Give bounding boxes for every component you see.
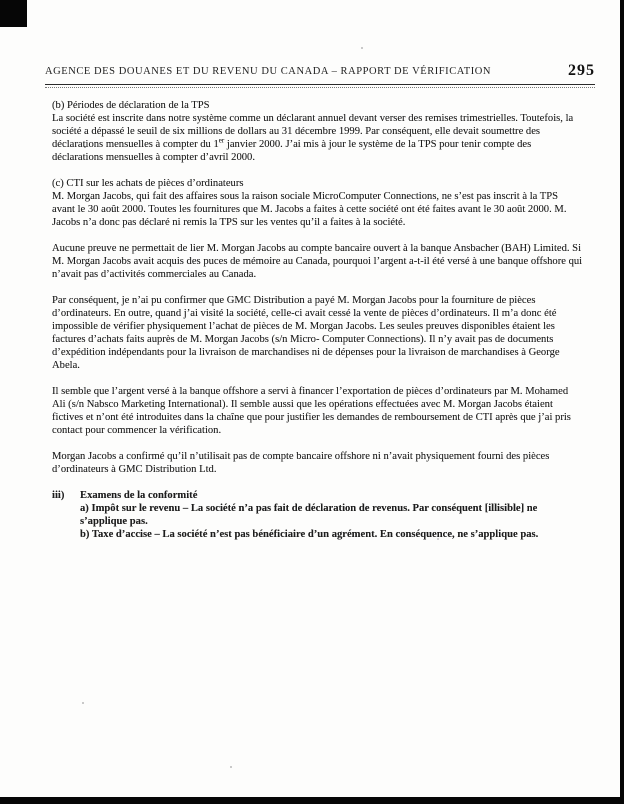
section-c-paragraph-3: Par conséquent, je n’ai pu confirmer que GMC Distribution a payé M. Morgan Jacobs pour la fourniture de pièces d’ordinateurs. En outre, quand j’ai visité la société, celle-ci avait cessé la vente de pièces d’ordinateurs. Il m’a donc été impossible de vérifier physiquement l’achat de pièces de M. Morgan Jacobs. Les seules preuves disponibles étaient les factures d’achats faits auprès de M. Morgan Jacobs (s/n Micro- Computer Connections). Il n’y avait pas de documents d’expédition indépendants pour la livraison de marchandises ni de dépenses pour la livraison de marchandises à George Abela. xyxy=(52,295,560,371)
section-b-heading: (b) Périodes de déclaration de la TPS xyxy=(52,100,210,111)
section-iii-item-b: b) Taxe d’accise – La société n’est pas bénéficiaire d’un agrément. En conséquence, ne s’applique pas. xyxy=(80,529,539,540)
header-title: AGENCE DES DOUANES ET DU REVENU DU CANADA – RAPPORT DE VÉRIFICATION xyxy=(45,66,492,77)
section-b-text-2: janvier 2000. J’ai mis à jour le système de la TPS pour tenir compte des déclarations mensuelles à compter d’avril 2000. xyxy=(52,139,532,163)
scan-artifact-bottom-edge xyxy=(0,797,624,804)
scan-artifact-top-left xyxy=(0,0,27,27)
section-iii xyxy=(52,489,583,541)
section-iii-items xyxy=(80,502,583,541)
section-b-superscript: er xyxy=(218,136,225,145)
header-rule-dotted xyxy=(45,87,595,88)
section-iii-heading: Examens de la conformité xyxy=(80,490,198,501)
page-header xyxy=(45,62,595,81)
section-iii-item-a: a) Impôt sur le revenu – La société n’a pas fait de déclaration de revenus. Par conséquent [illisible] ne s’applique pas. xyxy=(80,503,538,527)
section-c-heading: (c) CTI sur les achats de pièces d’ordinateurs xyxy=(52,178,244,189)
section-c-paragraph-4: Il semble que l’argent versé à la banque offshore a servi à financer l’exportation de pièces d’ordinateurs par M. Mohamed Ali (s/n Nabsco Marketing International). Il semble aussi que les opérations effectuées avec M. Morgan Jacobs étaient fictives et n’ont été introduites dans la chaîne que pour justifier les demandes de remboursement de CTI après que j’ai pris contact pour commencer la vérification. xyxy=(52,386,571,436)
section-iii-number: iii) xyxy=(52,490,65,501)
page-number: 295 xyxy=(568,62,595,79)
scan-speck xyxy=(230,766,232,768)
section-c-paragraph-2: Aucune preuve ne permettait de lier M. Morgan Jacobs au compte bancaire ouvert à la banque Ansbacher (BAH) Limited. Si M. Morgan Jacobs avait acquis des puces de mémoire au Canada, pourquoi l’argent a-t-il été versé à une banque offshore qui n’avait pas d’activités commerciales au Canada. xyxy=(52,243,583,280)
scan-speck xyxy=(82,702,84,704)
section-c-paragraph-1: M. Morgan Jacobs, qui fait des affaires sous la raison sociale MicroComputer Connections, ne s’est pas inscrit à la TPS avant le 30 août 2000. Toutes les fournitures que M. Jacobs a faites à cette société ont été faites avant le 30 août 2000. M. Jacobs n’a donc pas déclaré ni remis la TPS sur les ventes qu’il a faites à la société. xyxy=(52,191,567,228)
scan-speck xyxy=(361,47,363,49)
section-b-paragraph xyxy=(52,112,583,164)
header-rule-solid xyxy=(45,84,595,85)
section-iii-heading-row xyxy=(52,489,583,502)
section-b-text-1: La société est inscrite dans notre système comme un déclarant annuel devant verser des remises trimestrielles. Toutefois, la société a dépassé le seuil de six millions de dollars au 31 décembre 1999. Par conséquent, elle devait soumettre des déclarations mensuelles à compter du 1 xyxy=(52,113,574,150)
document-body xyxy=(52,99,583,541)
section-c-paragraph-5: Morgan Jacobs a confirmé qu’il n’utilisait pas de compte bancaire offshore ni n’avait physiquement fourni des pièces d’ordinateurs à GMC Distribution Ltd. xyxy=(52,451,550,475)
scan-artifact-right-edge xyxy=(620,0,624,804)
